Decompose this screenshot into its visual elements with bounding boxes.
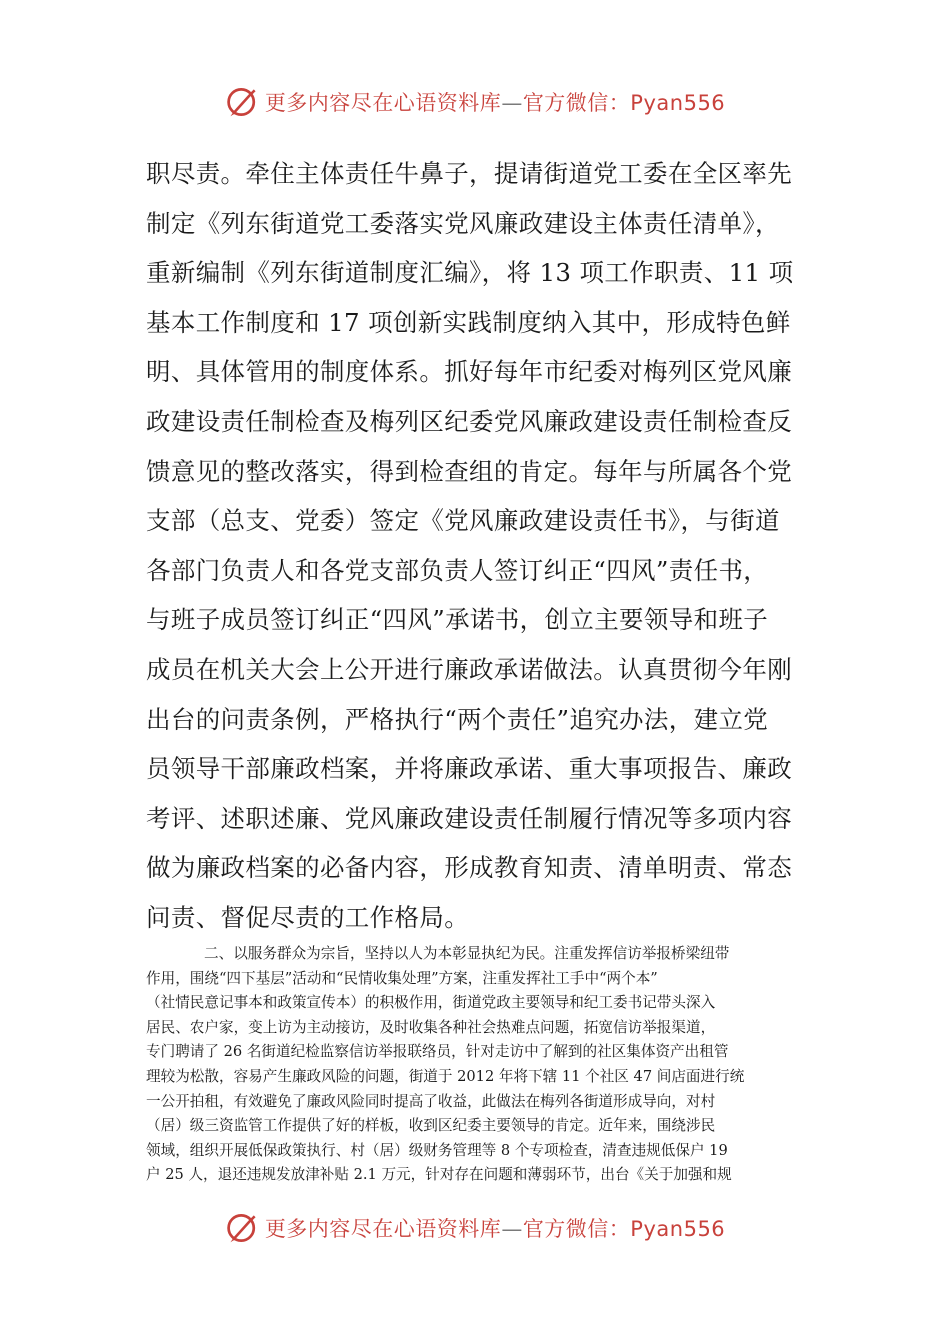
large-line: 员领导干部廉政档案，并将廉政承诺、重大事项报告、廉政: [146, 754, 793, 784]
footer-banner: [0, 1208, 950, 1248]
small-line: 理较为松散，容易产生廉政风险的问题，街道于 2012 年将下辖 11 个社区 47 间店面进行统: [146, 1067, 745, 1085]
large-line: 与班子成员签订纠正“四风”承诺书，创立主要领导和班子: [146, 605, 769, 635]
small-line: 二、以服务群众为宗旨，坚持以人为本彰显执纪为民。注重发挥信访举报桥梁纽带: [204, 945, 730, 962]
large-line: 支部（总支、党委）签定《党风廉政建设责任书》，与街道: [146, 506, 780, 536]
large-paragraph: [146, 149, 810, 943]
small-line: 作用，围绕“四下基层”活动和“民情收集处理”方案，注重发挥社工手中“两个本”: [146, 969, 658, 987]
large-line: 馈意见的整改落实，得到检查组的肯定。每年与所属各个党: [146, 456, 793, 486]
large-line: 政建设责任制检查及梅列区纪委党风廉政建设责任制检查反: [146, 406, 793, 436]
large-line: 问责、督促尽责的工作格局。: [146, 902, 470, 932]
large-line: 重新编制《列东街道制度汇编》，将 13 项工作职责、11 项: [146, 258, 794, 288]
banner-text: [265, 87, 725, 117]
small-line: 居民、农户家，变上访为主动接访，及时收集各种社会热难点问题，拓宽信访举报渠道，: [146, 1018, 716, 1036]
small-line: 领域，组织开展低保政策执行、村（居）级财务管理等 8 个专项检查，清查违规低保户 19: [146, 1141, 728, 1159]
pen-nib-logo-icon: [225, 84, 261, 120]
small-line: （居）级三资监管工作提供了好的样板，收到区纪委主要领导的肯定。近年来，围绕涉民: [146, 1117, 716, 1135]
large-line: 明、具体管用的制度体系。抓好每年市纪委对梅列区党风廉: [146, 357, 793, 387]
header-banner: [0, 82, 950, 122]
banner-wechat-text: 官方微信：Pyan556: [522, 1217, 726, 1241]
banner-main-text: 更多内容尽在心语资料库: [264, 91, 502, 115]
banner-text: [265, 1213, 725, 1243]
small-line: （社情民意记事本和政策宣传本）的积极作用，街道党政主要领导和纪工委书记带头深入: [146, 994, 716, 1012]
large-line: 考评、述职述廉、党风廉政建设责任制履行情况等多项内容: [146, 803, 793, 833]
large-line: 成员在机关大会上公开进行廉政承诺做法。认真贯彻今年刚: [146, 654, 793, 684]
large-line: 制定《列东街道党工委落实党风廉政建设主体责任清单》，: [146, 208, 780, 238]
small-line: 户 25 人，退还违规发放津补贴 2.1 万元，针对存在问题和薄弱环节，出台《关于加强和规: [146, 1166, 732, 1184]
banner-separator: —: [501, 91, 523, 115]
large-line: 职尽责。牵住主体责任牛鼻子，提请街道党工委在全区率先: [146, 159, 793, 188]
large-line: 出台的问责条例，严格执行“两个责任”追究办法，建立党: [146, 704, 769, 734]
pen-nib-logo-icon: [225, 1210, 261, 1246]
banner-separator: —: [501, 1217, 523, 1241]
small-line: 专门聘请了 26 名街道纪检监察信访举报联络员，针对走访中了解到的社区集体资产出租管: [146, 1043, 729, 1061]
banner-wechat-text: 官方微信：Pyan556: [522, 91, 726, 115]
large-line: 基本工作制度和 17 项创新实践制度纳入其中，形成特色鲜: [146, 307, 791, 337]
banner-main-text: 更多内容尽在心语资料库: [264, 1217, 502, 1241]
large-line: 做为廉政档案的必备内容，形成教育知责、清单明责、常态: [146, 853, 793, 883]
small-paragraph: [146, 942, 810, 1188]
small-line: 一公开拍租，有效避免了廉政风险同时提高了收益，此做法在梅列各街道形成导向，对村: [146, 1092, 716, 1110]
large-line: 各部门负责人和各党支部负责人签订纠正“四风”责任书，: [146, 555, 769, 585]
